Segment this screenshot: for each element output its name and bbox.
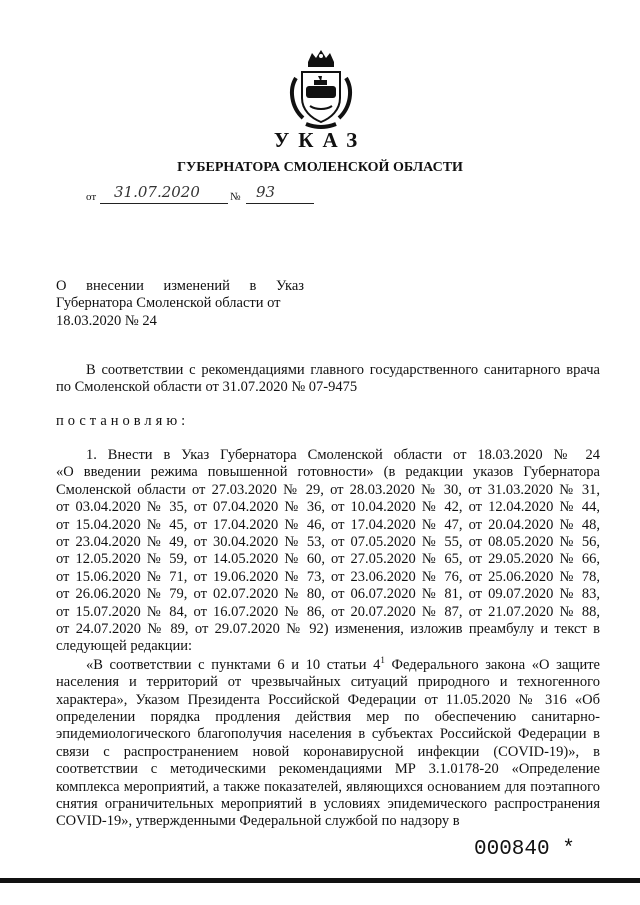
issuer-title: ГУБЕРНАТОРА СМОЛЕНСКОЙ ОБЛАСТИ: [177, 160, 463, 175]
number-label: №: [230, 191, 241, 203]
subject-line: О внесении изменений в Указ: [56, 278, 304, 294]
item-1-new-preamble: [56, 652, 600, 831]
date-label: от: [86, 191, 97, 203]
subject-line: Губернатора Смоленской области от: [56, 295, 281, 312]
number-underline: [246, 203, 314, 204]
date-underline: [100, 203, 228, 204]
document-title: УКАЗ: [273, 128, 367, 152]
paragraph-line: от 15.04.2020 № 45, от 17.04.2020 № 46, от 17.04.2020 № 47, от 20.04.2020 № 48,: [56, 516, 600, 533]
date-number-line: [86, 183, 326, 209]
paragraph-line: от 24.07.2020 № 89, от 29.07.2020 № 92) изменения, изложив преамбулу и текст в: [56, 621, 600, 638]
paragraph-line: от 03.04.2020 № 35, от 07.04.2020 № 36, от 10.04.2020 № 42, от 12.04.2020 № 44,: [56, 499, 600, 516]
paragraph-line: от 12.05.2020 № 59, от 14.05.2020 № 60, от 27.05.2020 № 65, от 29.05.2020 № 66,: [56, 551, 600, 568]
resolve-word: постановляю:: [56, 413, 190, 429]
bottom-rule: [0, 878, 640, 883]
preamble-text: Федерального закона «О защите населения и территорий от чрезвычайных ситуаций природного и техногенного характера», Указом Президента Российской Федерации от 11.05.2020 № 316 «Об определении порядка продления действия мер по обеспечению санитарно-эпидемиологического благополучия населения в субъектах Российской Федерации в связи с распространением новой коронавирусной инфекции (COVID-19)», в соответствии с методическими рекомендациями МР 3.1.0178-20 «Определение комплекса мероприятий, а также показателей, являющихся основанием для поэтапного снятия ограничительных мероприятий в условиях эпидемического распространения COVID-19», утвержденными Федеральной службой по надзору в: [56, 656, 600, 830]
paragraph-line: 1. Внести в Указ Губернатора Смоленской области от 18.03.2020 № 24: [86, 447, 600, 463]
date-handwritten: 31.07.2020: [114, 183, 200, 201]
serial-number: 000840 *: [474, 838, 575, 861]
paragraph-line: следующей редакции:: [56, 638, 193, 655]
paragraph-line: от 15.06.2020 № 71, от 19.06.2020 № 73, от 23.06.2020 № 76, от 25.06.2020 № 78,: [56, 568, 600, 585]
paragraph-line: «О введении режима повышенной готовности» (в редакции указов Губернатора: [56, 464, 600, 481]
paragraph-line: от 15.07.2020 № 84, от 16.07.2020 № 86, от 20.07.2020 № 87, от 21.07.2020 № 88,: [56, 603, 600, 620]
subject-line: 18.03.2020 № 24: [56, 312, 157, 329]
number-handwritten: 93: [256, 183, 276, 201]
preamble-text: «В соответствии с пунктами 6 и 10 статьи 4: [86, 656, 381, 673]
item-1-paragraph: [56, 447, 600, 656]
paragraph-line: Смоленской области от 27.03.2020 № 29, от 28.03.2020 № 30, от 31.03.2020 № 31,: [56, 481, 600, 498]
paragraph-line: от 26.06.2020 № 79, от 02.07.2020 № 80, от 06.07.2020 № 81, от 09.07.2020 № 83,: [56, 586, 600, 603]
smolensk-coat-of-arms-icon: [288, 48, 354, 132]
preamble-paragraph: В соответствии с рекомендациями главного государственного санитарного врача по Смоленской области от 31.07.2020 № 07-9475: [56, 362, 600, 396]
document-subject: [56, 278, 304, 330]
article-superscript: 1: [380, 655, 385, 665]
paragraph-line: от 23.04.2020 № 49, от 30.04.2020 № 53, от 07.05.2020 № 55, от 08.05.2020 № 56,: [56, 534, 600, 551]
